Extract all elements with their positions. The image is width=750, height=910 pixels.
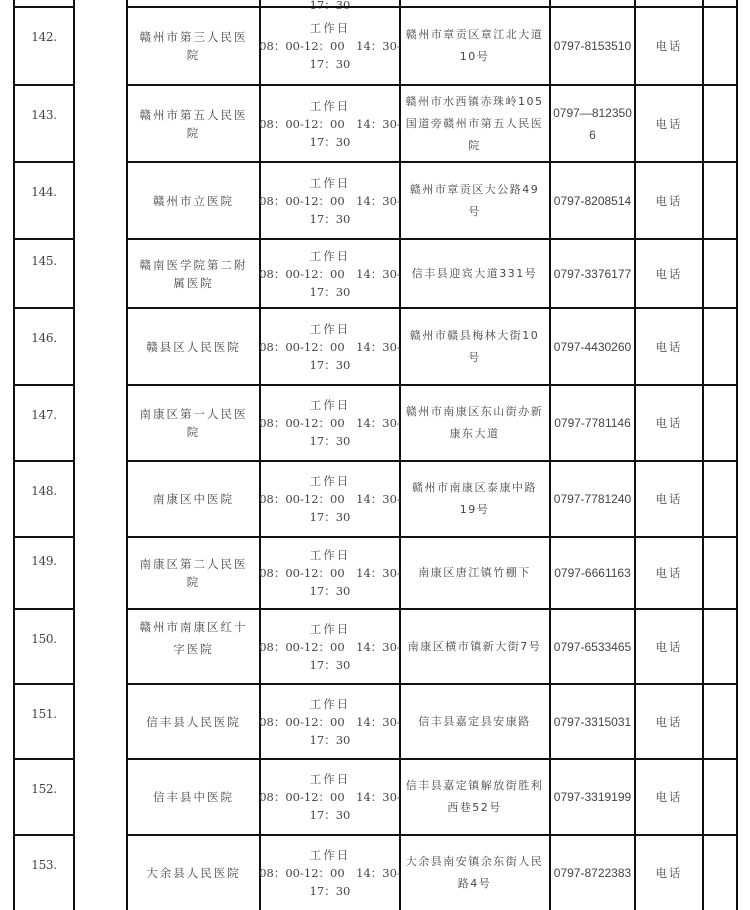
hours-end: 17：30 <box>309 510 351 524</box>
num-cell <box>13 834 75 910</box>
phone-cell <box>551 683 636 758</box>
hospital-name: 信丰县中医院 <box>153 790 234 804</box>
hours-end: 17：30 <box>309 732 351 747</box>
hospital-name: 赣州市立医院 <box>153 193 234 208</box>
hours-range: 08：00-12：00 14：30- <box>259 416 401 430</box>
phone-number: 0797-6533465 <box>553 639 632 654</box>
name-cell <box>126 608 261 683</box>
phone-cell <box>551 758 636 834</box>
hours-range: 08：00-12：00 14：30- <box>259 116 401 131</box>
extra-cell <box>703 384 738 460</box>
hours-range: 08：00-12：00 14：30- <box>259 39 401 53</box>
hospital-name: 南康区第一人民医院 <box>139 407 248 439</box>
type-cell <box>636 161 704 238</box>
phone-cell <box>551 834 636 910</box>
row-number: 144. <box>31 185 57 199</box>
phone-cell <box>551 238 636 307</box>
address: 赣州市章贡区大公路49号 <box>409 182 540 218</box>
extra-cell <box>703 84 738 161</box>
extra-cell <box>703 536 738 608</box>
type-cell <box>636 460 704 536</box>
hours-range: 08：00-12：00 14：30- <box>259 266 401 281</box>
hours-end: 17：30 <box>309 211 351 226</box>
address: 赣州市水西镇赤珠岭105国道旁赣州市第五人民医院 <box>405 94 544 152</box>
row-number: 145. <box>31 254 57 268</box>
hospital-name: 南康区第二人民医院 <box>139 557 248 589</box>
extra-cell <box>703 307 738 384</box>
hours-cell <box>261 84 401 161</box>
num-cell <box>13 238 75 307</box>
address: 信丰县嘉定县安康路 <box>418 714 531 728</box>
address: 赣州市章贡区章江北大道10号 <box>405 28 544 63</box>
service-type: 电话 <box>655 193 683 208</box>
name-cell <box>126 683 261 758</box>
row-number: 147. <box>31 408 57 422</box>
address-cell <box>400 84 551 161</box>
type-cell <box>636 683 704 758</box>
hours-cell <box>261 384 401 460</box>
phone-number: 0797-7781240 <box>553 492 632 506</box>
hours-label: 工作日 <box>309 98 351 113</box>
hours-label: 工作日 <box>309 474 351 488</box>
service-type: 电话 <box>655 866 683 880</box>
hours-cell <box>261 608 401 683</box>
hours-end: 17：30 <box>309 434 351 448</box>
hospital-name: 南康区中医院 <box>153 492 234 506</box>
row-number: 153. <box>31 858 57 872</box>
row-number: 150. <box>31 632 57 646</box>
hours-cell <box>261 834 401 910</box>
address-cell <box>400 683 551 758</box>
table-row <box>0 460 750 536</box>
phone-number: 0797-8153510 <box>553 39 632 53</box>
address-cell <box>400 758 551 834</box>
extra-cell <box>703 6 738 84</box>
table-row <box>0 683 750 758</box>
hours-cell <box>261 460 401 536</box>
table-row <box>0 6 750 84</box>
hours-label: 工作日 <box>309 696 351 711</box>
service-type: 电话 <box>655 714 683 729</box>
row-number: 146. <box>31 331 57 345</box>
type-cell <box>636 6 704 84</box>
phone-number: 0797-8722383 <box>553 866 632 880</box>
type-cell <box>636 608 704 683</box>
hours-cell <box>261 161 401 238</box>
hospital-name: 大余县人民医院 <box>146 866 241 880</box>
hours-range: 08：00-12：00 14：30- <box>259 790 401 804</box>
extra-cell <box>703 608 738 683</box>
phone-cell <box>551 384 636 460</box>
hours-range: 08：00-12：00 14：30- <box>259 714 401 729</box>
service-type: 电话 <box>655 39 683 53</box>
address: 赣州市赣县梅林大街10号 <box>409 328 540 364</box>
phone-cell <box>551 84 636 161</box>
phone-cell <box>551 536 636 608</box>
type-cell <box>636 238 704 307</box>
phone-cell <box>551 608 636 683</box>
hours-end: 17：30 <box>309 134 351 149</box>
name-cell <box>126 161 261 238</box>
phone-number: 0797-3315031 <box>553 714 632 729</box>
phone-number: 0797-4430260 <box>553 339 632 354</box>
name-cell <box>126 307 261 384</box>
extra-cell <box>703 683 738 758</box>
row-number: 151. <box>31 707 57 721</box>
service-type: 电话 <box>655 492 683 506</box>
type-cell <box>636 307 704 384</box>
hours-label: 工作日 <box>309 398 351 412</box>
extra-cell <box>703 460 738 536</box>
phone-number: 0797—8123506 <box>553 105 632 142</box>
type-cell <box>636 834 704 910</box>
table-row <box>0 834 750 910</box>
hours-cell <box>261 536 401 608</box>
hours-cell <box>261 683 401 758</box>
hours-cell <box>261 238 401 307</box>
address-cell <box>400 307 551 384</box>
hours-range: 08：00-12：00 14：30- <box>259 339 401 354</box>
hours-label: 工作日 <box>309 21 351 35</box>
hours-end: 17：30 <box>309 357 351 372</box>
phone-number: 0797-3376177 <box>553 266 632 281</box>
table-row <box>0 758 750 834</box>
phone-cell <box>551 161 636 238</box>
table-row <box>0 161 750 238</box>
num-cell <box>13 6 75 84</box>
service-type: 电话 <box>655 116 683 131</box>
table-row <box>0 536 750 608</box>
hours-end: 17：30 <box>309 808 351 822</box>
address-cell <box>400 6 551 84</box>
row-number: 148. <box>31 484 57 498</box>
hours-label: 工作日 <box>309 848 351 862</box>
table-row <box>0 238 750 307</box>
num-cell <box>13 536 75 608</box>
type-cell <box>636 84 704 161</box>
hours-end: 17：30 <box>309 657 351 672</box>
hospital-name: 赣县区人民医院 <box>146 339 241 354</box>
hours-label: 工作日 <box>309 772 351 786</box>
hours-range: 08：00-12：00 14：30- <box>259 866 401 880</box>
num-cell <box>13 758 75 834</box>
table-row <box>0 307 750 384</box>
hours-range: 08：00-12：00 14：30- <box>259 566 401 580</box>
num-cell <box>13 460 75 536</box>
extra-cell <box>703 161 738 238</box>
address-cell <box>400 834 551 910</box>
type-cell <box>636 536 704 608</box>
name-cell <box>126 238 261 307</box>
name-cell <box>126 384 261 460</box>
address-cell <box>400 536 551 608</box>
address-cell <box>400 161 551 238</box>
row-number: 152. <box>31 782 57 796</box>
phone-cell <box>551 6 636 84</box>
address: 赣州市南康区泰康中路19号 <box>412 481 537 516</box>
hours-label: 工作日 <box>309 175 351 190</box>
type-cell <box>636 758 704 834</box>
hospital-name: 赣州市第三人民医院 <box>139 30 248 62</box>
hours-end: 17：30 <box>309 57 351 71</box>
address-cell <box>400 384 551 460</box>
hours-range: 08：00-12：00 14：30- <box>259 193 401 208</box>
num-cell <box>13 608 75 683</box>
num-cell <box>13 384 75 460</box>
num-cell <box>13 683 75 758</box>
phone-cell <box>551 460 636 536</box>
table-row <box>0 384 750 460</box>
hours-cell <box>261 307 401 384</box>
service-type: 电话 <box>655 639 683 654</box>
address-cell <box>400 608 551 683</box>
hospital-name: 赣南医学院第二附属医院 <box>139 257 248 290</box>
hospital-name: 信丰县人民医院 <box>146 714 241 729</box>
address-cell <box>400 238 551 307</box>
name-cell <box>126 834 261 910</box>
hours-cell <box>261 758 401 834</box>
phone-number: 0797-3319199 <box>553 790 632 804</box>
service-type: 电话 <box>655 266 683 281</box>
phone-number: 0797-8208514 <box>553 193 632 208</box>
hours-label: 工作日 <box>309 248 351 263</box>
hours-range: 08：00-12：00 14：30- <box>259 492 401 506</box>
address: 赣州市南康区东山街办新康东大道 <box>405 405 544 440</box>
hospital-name: 赣州市第五人民医院 <box>139 107 248 140</box>
hours-end: 17：30 <box>309 284 351 299</box>
row-number: 143. <box>31 108 57 122</box>
name-cell <box>126 536 261 608</box>
address: 信丰县迎宾大道331号 <box>411 266 538 280</box>
extra-cell <box>703 834 738 910</box>
num-cell <box>13 84 75 161</box>
hours-end: 17：30 <box>309 584 351 598</box>
hours-range: 08：00-12：00 14：30- <box>259 639 401 654</box>
service-type: 电话 <box>655 790 683 804</box>
address: 南康区唐江镇竹棚下 <box>418 566 531 579</box>
type-cell <box>636 384 704 460</box>
table-row <box>0 608 750 683</box>
address: 南康区横市镇新大街7号 <box>407 639 542 653</box>
service-type: 电话 <box>655 566 683 580</box>
extra-cell <box>703 238 738 307</box>
address: 大余县南安镇余东街人民路4号 <box>405 855 544 890</box>
service-type: 电话 <box>655 339 683 354</box>
name-cell <box>126 758 261 834</box>
name-cell <box>126 6 261 84</box>
hours-cell <box>261 6 401 84</box>
name-cell <box>126 84 261 161</box>
phone-number: 0797-6661163 <box>554 566 631 580</box>
row-number: 149. <box>31 554 57 568</box>
hours-label: 工作日 <box>309 621 351 636</box>
name-cell <box>126 460 261 536</box>
hospital-name: 赣州市南康区红十字医院 <box>139 620 248 656</box>
hours-label: 工作日 <box>309 321 351 336</box>
extra-cell <box>703 758 738 834</box>
hours-end: 17：30 <box>309 884 351 898</box>
phone-number: 0797-7781146 <box>554 416 631 430</box>
service-type: 电话 <box>655 416 683 430</box>
phone-cell <box>551 307 636 384</box>
hours-label: 工作日 <box>309 548 351 562</box>
row-number: 142. <box>31 30 57 44</box>
num-cell <box>13 307 75 384</box>
address: 信丰县嘉定镇解放街胜利西巷52号 <box>405 779 544 814</box>
table-row <box>0 84 750 161</box>
address-cell <box>400 460 551 536</box>
hours-last-line: 17：30 <box>309 0 351 12</box>
num-cell <box>13 161 75 238</box>
